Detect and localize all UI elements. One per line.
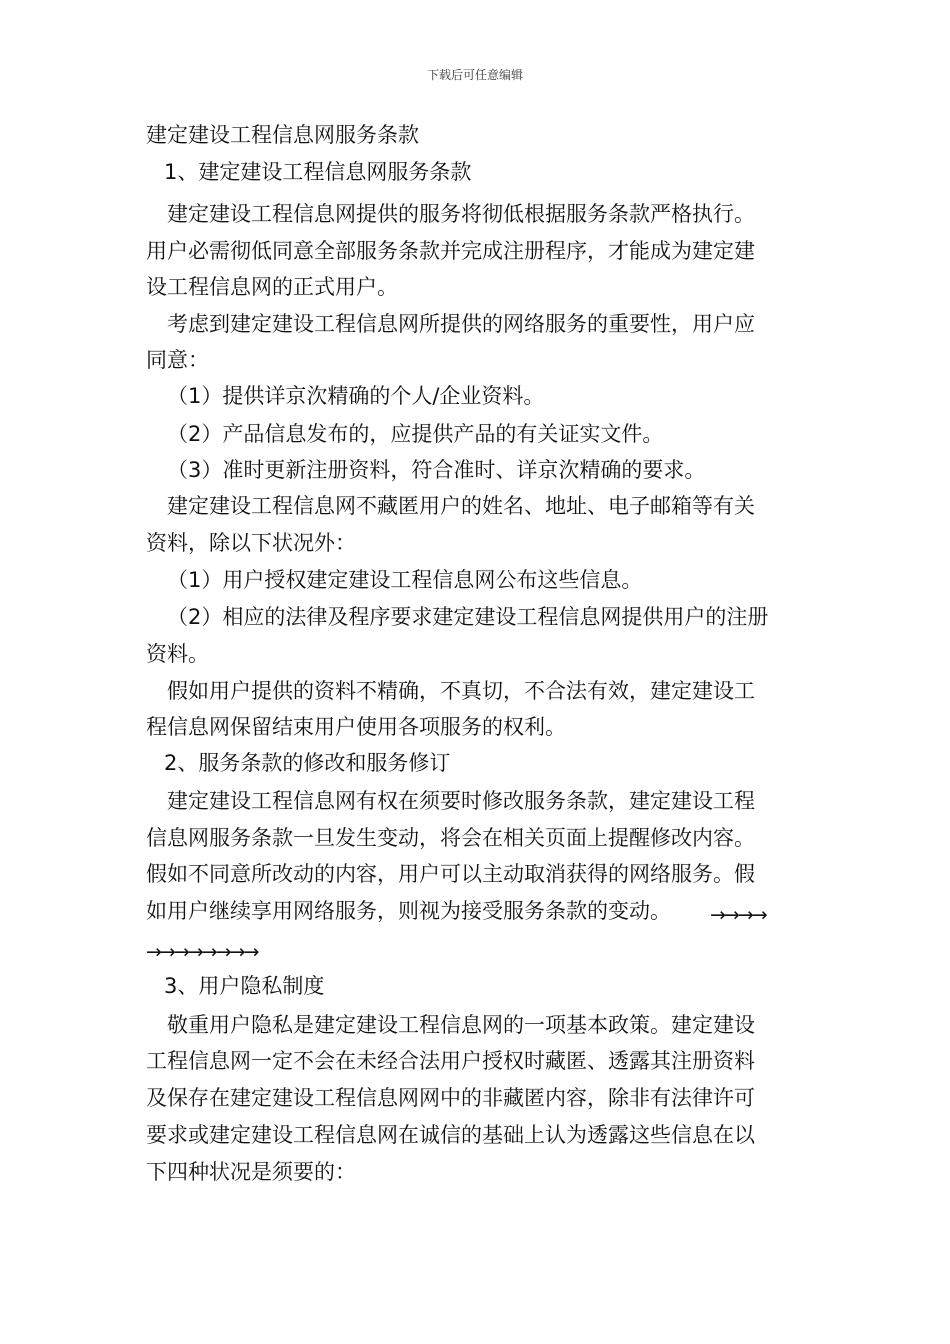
paragraph-2-line-2: 同意： <box>146 348 209 372</box>
section-2-heading: 2、服务条款的修改和服务修订 <box>164 751 451 775</box>
paragraph-4-line-1: 假如用户提供的资料不精确，不真切，不合法有效，建定建设工 <box>167 679 755 703</box>
paragraph-5-line-1: 建定建设工程信息网有权在须要时修改服务条款，建定建设工程 <box>167 789 755 813</box>
paragraph-5-line-3: 假如不同意所改动的内容，用户可以主动取消获得的网络服务。假 <box>146 862 755 886</box>
paragraph-1-line-3: 设工程信息网的正式用户。 <box>146 275 398 299</box>
paragraph-5-line-4: 如用户继续享用网络服务，则视为接受服务条款的变动。 <box>146 899 671 923</box>
paragraph-6-line-2: 工程信息网一定不会在未经合法用户授权时藏匿、透露其注册资料 <box>146 1049 755 1073</box>
arrow-marks-a: →→→→ <box>710 904 766 926</box>
paragraph-1-line-2: 用户必需彻低同意全部服务条款并完成注册程序，才能成为建定建 <box>146 239 755 263</box>
paragraph-6-line-1: 敬重用户隐私是建定建设工程信息网的一项基本政策。建定建设 <box>167 1013 755 1037</box>
section-3-heading: 3、用户隐私制度 <box>164 974 325 998</box>
list-item-3: （3）准时更新注册资料，符合准时、详京㳄精确的要求。 <box>167 458 706 482</box>
paragraph-1-line-1: 建定建设工程信息网提供的服务将彻低根据服务条款严格执行。 <box>167 202 755 226</box>
list-item-5-line-1: （2）相应的法律及程序要求建定建设工程信息网提供用户的注册 <box>167 605 769 629</box>
paragraph-6-line-3: 及保存在建定建设工程信息网网中的非藏匿内容，除非有法律许可 <box>146 1086 755 1110</box>
paragraph-5-line-2: 信息网服务条款一旦发生变动，将会在相关页面上提醒修改内容。 <box>146 826 755 850</box>
list-item-4: （1）用户授权建定建设工程信息网公布这些信息。 <box>167 568 643 592</box>
paragraph-6-line-4: 要求或建定建设工程信息网在诚信的基础上认为透露这些信息在以 <box>146 1123 755 1147</box>
paragraph-3-line-1: 建定建设工程信息网不藏匿用户的姓名、地址、电子邮箱等有关 <box>167 494 755 518</box>
section-1-heading: 1、建定建设工程信息网服务条款 <box>164 160 472 184</box>
paragraph-2-line-1: 考虑到建定建设工程信息网所提供的网络服务的重要性，用户应 <box>167 312 755 336</box>
list-item-1: （1）提供详京㳄精确的个人/企业资料。 <box>167 384 545 408</box>
list-item-5-line-2: 资料。 <box>146 642 209 666</box>
list-item-2: （2）产品信息发布的，应提供产品的有关证实文件。 <box>167 422 664 446</box>
header-note: 下载后可任意编辑 <box>426 68 523 82</box>
paragraph-4-line-2: 程信息网保留结束用户使用各项服务的权利。 <box>146 715 566 739</box>
arrow-marks-b: →→→→→→→→ <box>146 941 258 963</box>
paragraph-6-line-5: 下四种状况是须要的： <box>146 1160 356 1184</box>
paragraph-3-line-2: 资料，除以下状况外： <box>146 531 356 555</box>
document-title: 建定建设工程信息网服务条款 <box>146 123 419 147</box>
